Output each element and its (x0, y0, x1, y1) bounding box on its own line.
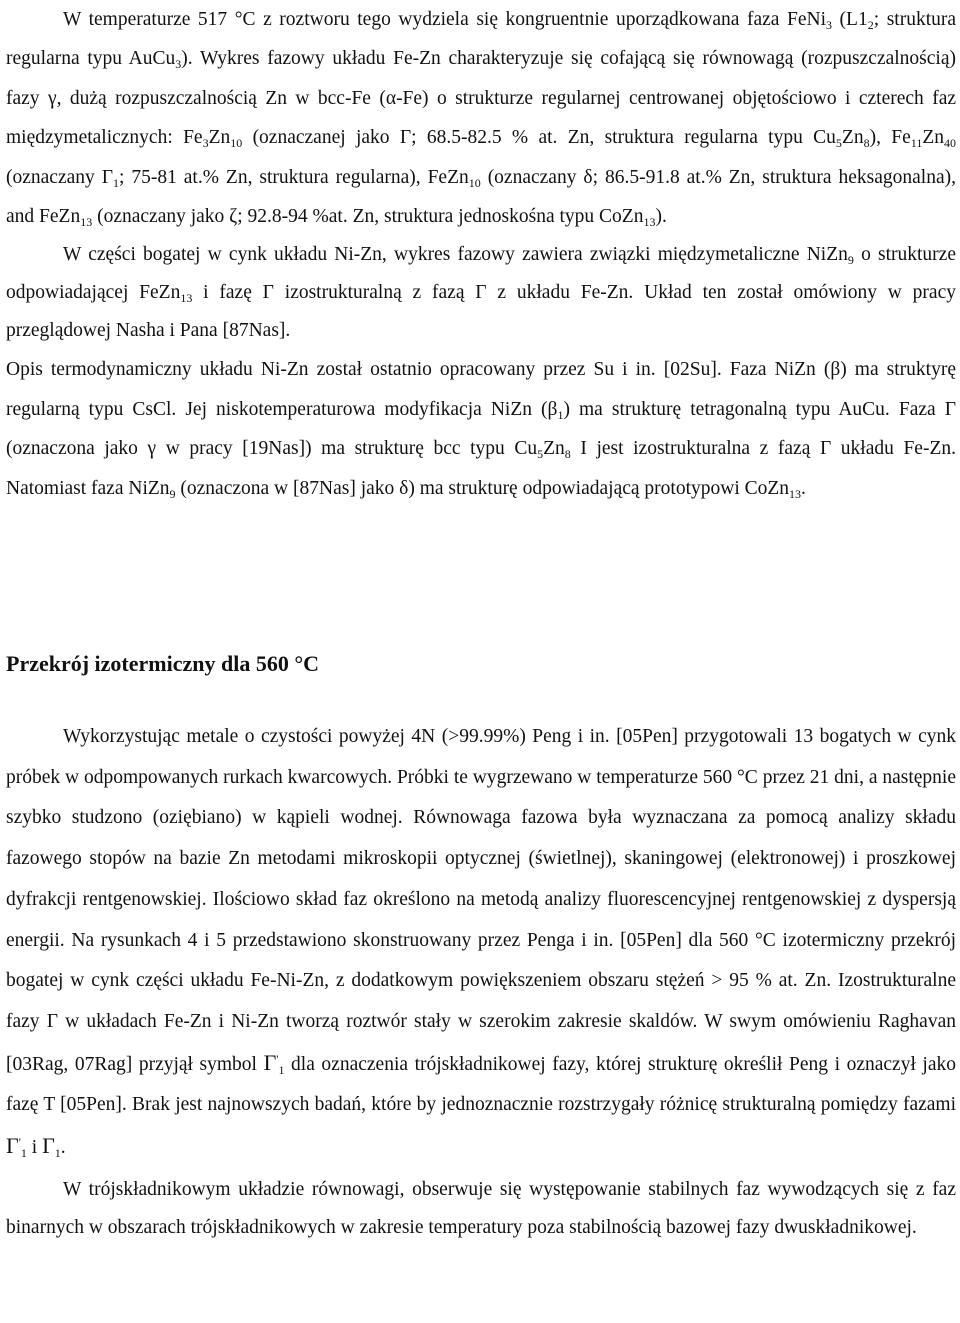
paragraph-3: Opis termodynamiczny układu Ni-Zn został ostatnio opracowany przez Su i in. [02Su]. Faza NiZn (β) ma struktyrę regularną typu CsCl. Jej niskotemperaturowa modyfikacja NiZn $(\beta_1)$ ma strukturę tetragonalną typu AuCu. Faza Γ (oznaczona jako γ w pracy [19Nas]) ma strukturę bcc typu $Cu_5Zn_8$ I jest izostrukturalna z fazą Γ układu Fe-Zn. Natomiast faza NiZn$_9$ (oznaczona w [87Nas] jako δ) ma strukturę odpowiadającą prototypowi CoZn$_{13}$. (6, 359, 956, 501)
paragraph-5: W trójskładnikowym układzie równowagi, obserwuje się występowanie stabilnych faz wywodzących się z faz binarnych w obszarach trójskładnikowych w zakresie temperatury poza stabilnością bazowej fazy dwuskładnikowej. (6, 1178, 956, 1239)
paragraph-1: W temperaturze 517 °C z roztworu tego wydziela się kongruentnie uporządkowana faza FeNi$_3$ ($L1_2$; struktura regularna typu AuCu$_3$). Wykres fazowy układu Fe-Zn charakteryzuje się cofającą się równowagą (rozpuszczalnością) fazy γ, dużą rozpuszczalnością Zn w bcc-Fe (α-Fe) o strukturze regularnej centrowanej objętościowo i czterech faz międzymetalicznych: $Fe_3Zn_{10}$ (oznaczanej jako Γ; 68.5-82.5 % at. Zn, struktura regularna typu $Cu_5Zn_8$), $Fe_{11}Zn_{40}$ (oznaczany $\Gamma_1$; 75-81 at.% Zn, struktura regularna), FeZn$_{10}$ (oznaczany δ; 86.5-91.8 at.% Zn, struktura heksagonalna), and FeZn$_{13}$ (oznaczany jako ζ; 92.8-94 %at. Zn, struktura jednoskośna typu CoZn$_{13}$). (6, 9, 957, 230)
section-isothermal (6, 645, 956, 1248)
document-page (6, 0, 957, 1239)
paragraph-2: W części bogatej w cynk układu Ni-Zn, wykres fazowy zawiera związki międzymetaliczne NiZn$_9$ o strukturze odpowiadającej FeZn$_{13}$ i fazę Γ izostrukturalną z fazą Γ z układu Fe-Zn. Układ ten został omówiony w pracy przeglądowej Nasha i Pana [87Nas]. (6, 244, 956, 342)
paragraph-4: Wykorzystując metale o czystości powyżej 4N (>99.99%) Peng i in. [05Pen] przygotowali 13 bogatych w cynk próbek w odpompowanych rurkach kwarcowych. Próbki te wygrzewano w temperaturze 560 °C przez 21 dni, a następnie szybko studzono (oziębiano) w kąpieli wodnej. Równowaga fazowa była wyznaczana za pomocą analizy składu fazowego stopów na bazie Zn metodami mikroskopii optycznej (świetlnej), skaningowej (elektronowej) i proszkowej dyfrakcji rentgenowskiej. Ilościowo skład faz określono na metodą analizy fluorescencyjnej rentgenowskiej z dyspersją energii. Na rysunkach 4 i 5 przedstawiono skonstruowany przez Penga i in. [05Pen] dla 560 °C izotermiczny przekrój bogatej w cynk części układu Fe-Ni-Zn, z dodatkowym powiększeniem obszaru stężeń > 95 % at. Zn. Izostrukturalne fazy Γ w układach Fe-Zn i Ni-Zn tworzą roztwór stały w szerokim zakresie skaldów. W swym omówieniu Raghavan [03Rag, 07Rag] przyjął symbol $\Gamma'_1$ dla oznaczenia trójskładnikowej fazy, której strukturę określił Peng i oznaczył jako fazę T [05Pen]. Brak jest najnowszych badań, które by jednoznacznie rozstrzygały różnicę strukturalną pomiędzy fazami $\Gamma'_1$ i $\Gamma_1$. (6, 726, 957, 1161)
section-heading: Przekrój izotermiczny dla 560 °C (6, 651, 320, 676)
